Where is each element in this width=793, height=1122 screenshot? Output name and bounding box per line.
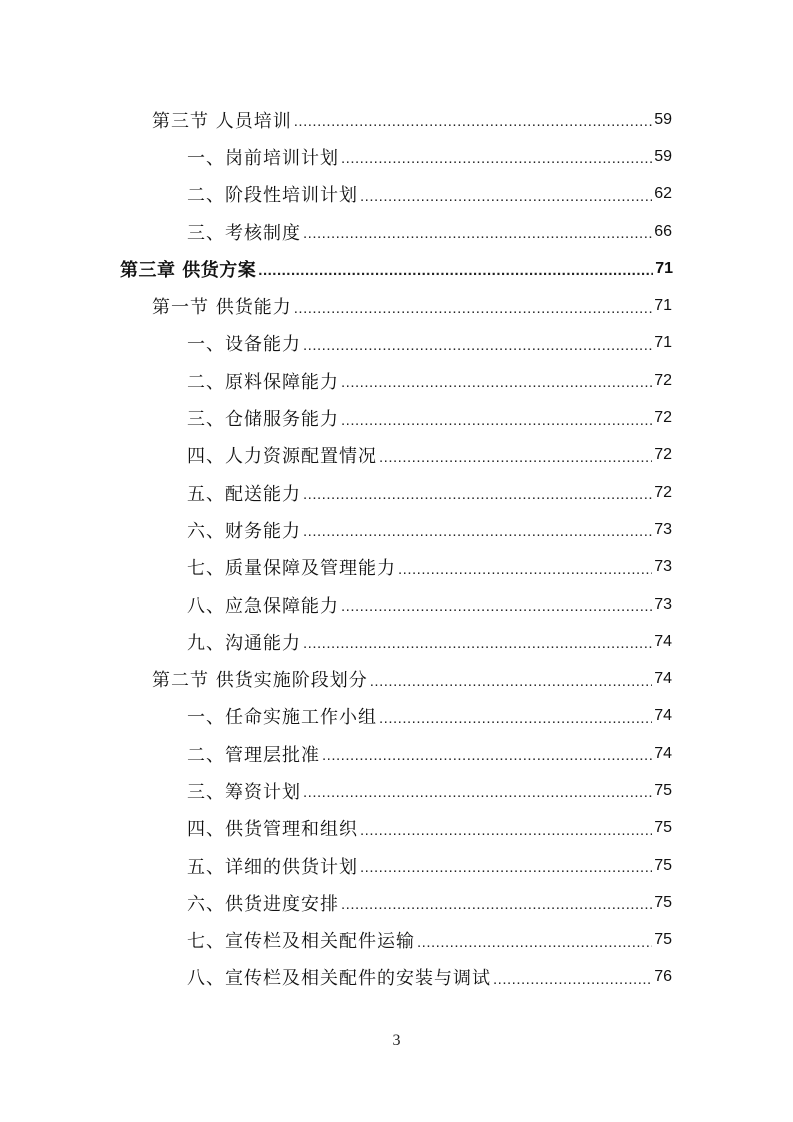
toc-entry[interactable] <box>0 399 672 436</box>
toc-entry-page: 66 <box>654 222 672 240</box>
toc-leader-dots <box>417 930 652 951</box>
toc-leader-dots <box>258 258 653 279</box>
toc-entry-page: 59 <box>654 147 672 165</box>
toc-leader-dots <box>379 445 652 466</box>
toc-entry[interactable] <box>0 959 672 996</box>
toc-leader-dots <box>303 780 652 801</box>
toc-entry[interactable] <box>0 810 672 847</box>
toc-entry[interactable] <box>0 362 672 399</box>
toc-entry-page: 75 <box>654 781 672 799</box>
toc-leader-dots <box>341 408 652 429</box>
toc-leader-dots <box>294 109 652 130</box>
toc-entry-label: 一、任命实施工作小组 <box>187 707 377 729</box>
toc-leader-dots <box>341 146 652 167</box>
toc-entry-label: 八、宣传栏及相关配件的安装与调试 <box>187 968 491 990</box>
toc-entry-label: 二、原料保障能力 <box>187 371 339 393</box>
toc-entry-label: 第二节 供货实施阶段划分 <box>152 670 368 692</box>
toc-entry-label: 七、质量保障及管理能力 <box>187 558 396 580</box>
toc-entry-label: 四、人力资源配置情况 <box>187 446 377 468</box>
toc-entry-label: 六、财务能力 <box>187 520 301 542</box>
toc-entry[interactable] <box>0 847 672 884</box>
toc-entry-label: 五、配送能力 <box>187 483 301 505</box>
toc-entry-label: 第三节 人员培训 <box>152 110 292 132</box>
toc-entry-page: 73 <box>654 520 672 538</box>
toc-entry-page: 73 <box>654 595 672 613</box>
toc-entry-label: 三、考核制度 <box>187 222 301 244</box>
toc-entry[interactable] <box>0 922 672 959</box>
toc-entry-label: 第三章 供货方案 <box>120 259 257 281</box>
toc-entry-label: 二、管理层批准 <box>187 744 320 766</box>
toc-entry-label: 一、岗前培训计划 <box>187 147 339 169</box>
toc-entry-page: 71 <box>654 297 672 315</box>
toc-entry-label: 一、设备能力 <box>187 334 301 356</box>
toc-entry-page: 71 <box>654 334 672 352</box>
toc-leader-dots <box>303 482 652 503</box>
toc-chapter-entry[interactable] <box>0 250 673 287</box>
toc-entry-label: 三、仓储服务能力 <box>187 409 339 431</box>
toc-entry-page: 72 <box>654 446 672 464</box>
toc-leader-dots <box>294 296 652 317</box>
toc-leader-dots <box>370 669 652 690</box>
toc-entry-page: 72 <box>654 409 672 427</box>
table-of-contents <box>0 101 793 996</box>
toc-entry[interactable] <box>0 772 672 809</box>
toc-leader-dots <box>360 855 652 876</box>
toc-entry-page: 74 <box>654 670 672 688</box>
toc-entry-page: 75 <box>654 893 672 911</box>
toc-leader-dots <box>493 967 652 988</box>
toc-leader-dots <box>379 706 652 727</box>
toc-entry[interactable] <box>0 287 672 324</box>
toc-entry-page: 72 <box>654 371 672 389</box>
toc-entry-label: 九、沟通能力 <box>187 632 301 654</box>
toc-entry-page: 74 <box>654 744 672 762</box>
toc-entry[interactable] <box>0 325 672 362</box>
toc-leader-dots <box>341 594 652 615</box>
toc-entry[interactable] <box>0 213 672 250</box>
toc-leader-dots <box>303 631 652 652</box>
toc-entry-page: 75 <box>654 819 672 837</box>
toc-entry[interactable] <box>0 437 672 474</box>
toc-entry[interactable] <box>0 511 672 548</box>
toc-entry-label: 六、供货进度安排 <box>187 893 339 915</box>
toc-entry[interactable] <box>0 660 672 697</box>
toc-entry-page: 59 <box>654 110 672 128</box>
toc-leader-dots <box>398 557 652 578</box>
toc-entry[interactable] <box>0 698 672 735</box>
toc-entry-page: 74 <box>654 707 672 725</box>
toc-entry-page: 74 <box>654 632 672 650</box>
toc-entry-page: 75 <box>654 931 672 949</box>
toc-entry-label: 五、详细的供货计划 <box>187 856 358 878</box>
toc-entry[interactable] <box>0 101 672 138</box>
toc-entry-page: 72 <box>654 483 672 501</box>
toc-entry[interactable] <box>0 549 672 586</box>
toc-entry-page: 71 <box>655 259 673 277</box>
toc-entry-label: 第一节 供货能力 <box>152 297 292 319</box>
toc-entry-page: 76 <box>654 968 672 986</box>
toc-entry-label: 七、宣传栏及相关配件运输 <box>187 931 415 953</box>
toc-entry-page: 73 <box>654 558 672 576</box>
toc-leader-dots <box>322 743 652 764</box>
toc-leader-dots <box>303 519 652 540</box>
toc-entry[interactable] <box>0 884 672 921</box>
toc-entry-label: 三、筹资计划 <box>187 781 301 803</box>
toc-leader-dots <box>303 221 652 242</box>
toc-entry-page: 75 <box>654 856 672 874</box>
toc-entry[interactable] <box>0 586 672 623</box>
toc-leader-dots <box>360 818 652 839</box>
toc-leader-dots <box>341 370 652 391</box>
toc-entry[interactable] <box>0 176 672 213</box>
toc-entry-label: 八、应急保障能力 <box>187 595 339 617</box>
toc-entry-label: 二、阶段性培训计划 <box>187 185 358 207</box>
toc-entry[interactable] <box>0 474 672 511</box>
toc-entry[interactable] <box>0 138 672 175</box>
page-number: 3 <box>392 1032 401 1049</box>
toc-entry-label: 四、供货管理和组织 <box>187 819 358 841</box>
toc-entry[interactable] <box>0 735 672 772</box>
toc-leader-dots <box>360 184 652 205</box>
toc-entry[interactable] <box>0 623 672 660</box>
toc-leader-dots <box>303 333 652 354</box>
toc-entry-page: 62 <box>654 185 672 203</box>
toc-leader-dots <box>341 892 652 913</box>
